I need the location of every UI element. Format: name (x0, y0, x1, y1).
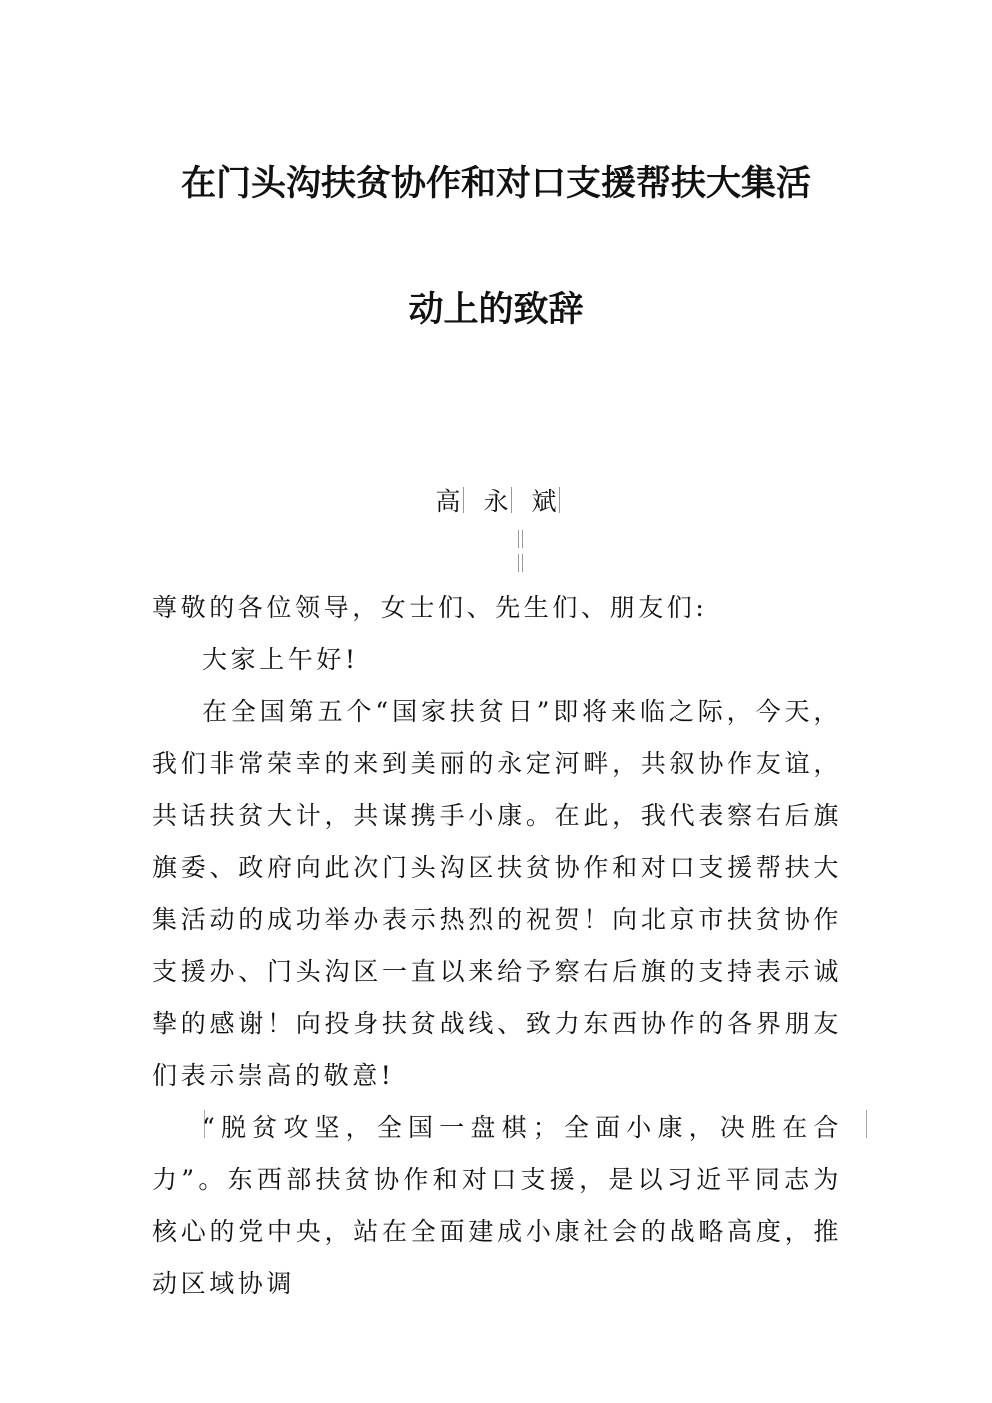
title-line-2: 动上的致辞 (408, 289, 584, 330)
author-name (0, 487, 992, 517)
greeting: 大家上午好! (202, 645, 359, 674)
author-char-3: 斌 (524, 487, 564, 517)
title-line-1: 在门头沟扶贫协作和对口支援帮扶大集活 (180, 163, 811, 204)
paragraph-2 (152, 1102, 842, 1310)
author-char-1: 高 (428, 487, 468, 517)
salutation: 尊敬的各位领导，女士们、先生们、朋友们: (152, 593, 708, 622)
edit-mark-right (866, 1110, 867, 1138)
paragraph-1 (152, 686, 842, 1102)
paragraph-1-text: 在全国第五个“国家扶贫日”即将来临之际，今天，我们非常荣幸的来到美丽的永定河畔，共叙协作友谊，共话扶贫大计，共谋携手小康。在此，我代表察右后旗旗委、政府向此次门头沟区扶贫协作和对口支援帮扶大集活动的成功举办表示热烈的祝贺！向北京市扶贫协作支援办、门头沟区一直以来给予察右后旗的支持表示诚挚的感谢！向投身扶贫战线、致力东西协作的各界朋友们表示崇高的敬意! (152, 697, 842, 1090)
paragraph-mark-ticks (518, 530, 524, 574)
paragraph-2-text: “脱贫攻坚，全国一盘棋；全面小康，决胜在合力”。东西部扶贫协作和对口支援，是以习近平同志为核心的党中央，站在全面建成小康社会的战略高度，推动区域协调 (152, 1113, 842, 1298)
author-char-2: 永 (476, 487, 516, 517)
